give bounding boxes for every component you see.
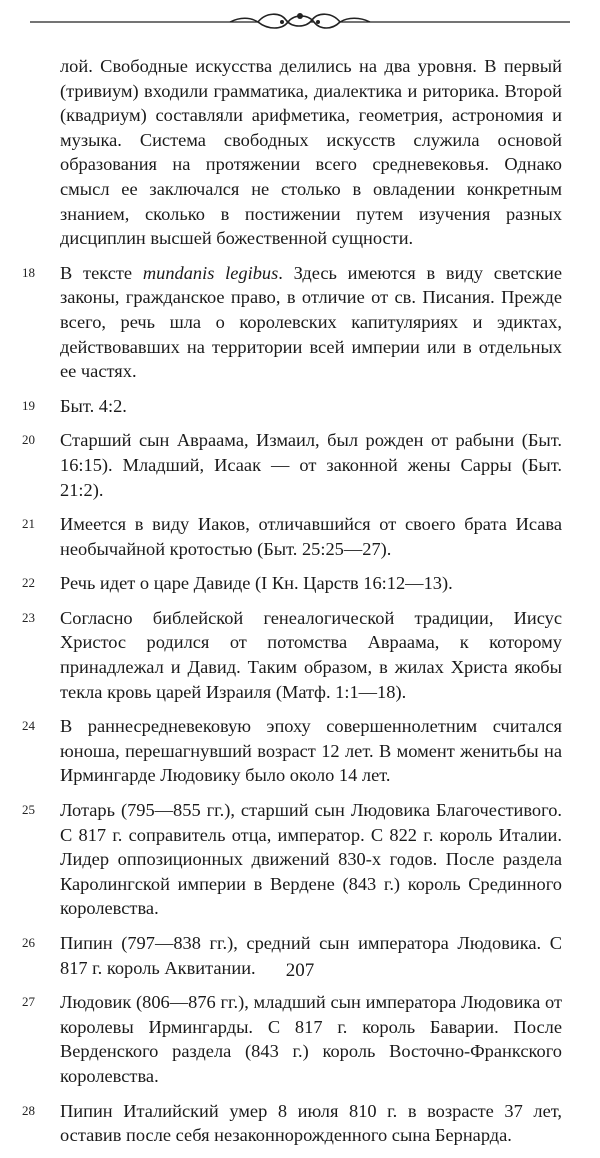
footnote-number: 27	[22, 994, 35, 1010]
footnote	[22, 261, 562, 384]
page-number: 207	[285, 960, 315, 981]
footnote-number: 19	[22, 397, 35, 413]
footnote	[22, 1099, 562, 1148]
footnote	[22, 512, 562, 561]
footnote-number: 25	[22, 802, 35, 818]
footnote-text: Имеется в виду Иаков, отличавшийся от своего брата Исава необычайной кротостью (Быт. 25:25—27).	[60, 514, 562, 559]
footnote-text: Старший сын Авраама, Измаил, был рожден от рабыни (Быт. 16:15). Младший, Исаак — от законной жены Сарры (Быт. 21:2).	[60, 430, 562, 500]
footnote-number: 18	[22, 264, 35, 280]
footnote-text: В тексте mundanis legibus. Здесь имеются в виду светские законы, гражданское право, в отличие от св. Писания. Прежде всего, речь шла о королевских капитуляриях и эдиктах, действовавших на территории всей империи или в отдельных ее частях.	[60, 262, 563, 382]
footnote-number: 22	[22, 575, 35, 591]
footnote-text: Быт. 4:2.	[60, 395, 127, 416]
footnote-text: Согласно библейской генеалогической традиции, Иисус Христос родился от потомства Авраама, к которому принадлежал и Давид. Таким образом, в жилах Христа якобы текла кровь царей Израиля (Матф. 1:1—18).	[60, 607, 562, 702]
footnote-text: Пипин (797—838 гг.), средний сын императора Людовика. С 817 г. король Аквитании.	[60, 933, 562, 978]
footnote-text: Лотарь (795—855 гг.), старший сын Людовика Благочестивого. С 817 г. соправитель отца, император. С 822 г. король Италии. Лидер оппозиционных движений 830-х годов. После раздела Каролингской империи в Вердене (843 г.) король Срединного королевства.	[60, 800, 562, 919]
header-ornament	[30, 8, 570, 34]
footnote-number: 23	[22, 609, 35, 625]
footnote-number: 24	[22, 718, 35, 734]
footnote-number: 28	[22, 1102, 35, 1118]
footnote-text: Пипин Италийский умер 8 июля 810 г. в возрасте 37 лет, оставив после себя незаконнорожденного сына Бернарда.	[60, 1100, 562, 1146]
footnote-number: 20	[22, 432, 35, 448]
footnote-text: В раннесредневековую эпоху совершеннолетним считался юноша, перешагнувший возраст 12 лет. В момент женитьбы на Ирмингарде Людовику было около 14 лет.	[60, 716, 562, 786]
footnote	[22, 798, 562, 921]
footnote-text: Людовик (806—876 гг.), младший сын императора Людовика от королевы Ирмингарды. С 817 г. король Баварии. После Верденского раздела (843 г.) король Восточно-Франкского королевства.	[60, 992, 562, 1086]
intro-paragraph: лой. Свободные искусства делились на два уровня. В первый (тривиум) входили грамматика, диалектика и риторика. Второй (квадриум) составляли арифметика, геометрия, астрономия и музыка. Система свободных искусств служила основой образования на протяжении всего средневековья. Однако смысл ее заключался не столько в овладении конкретным знанием, сколько в постижении путем изучения разных дисциплин высшей божественной сущности.	[60, 56, 562, 249]
latin-term: mundanis legibus	[142, 262, 279, 283]
footnote	[22, 990, 562, 1088]
footnote	[22, 394, 562, 419]
footnote-text: Речь идет о царе Давиде (I Кн. Царств 16:12—13).	[60, 573, 453, 594]
footnote-number: 21	[22, 516, 35, 532]
footnote	[22, 714, 562, 788]
footnote	[22, 571, 562, 596]
footnote	[22, 606, 562, 704]
footnote	[22, 428, 562, 502]
footnotes-text	[22, 54, 562, 1158]
footnote-number: 26	[22, 935, 35, 950]
